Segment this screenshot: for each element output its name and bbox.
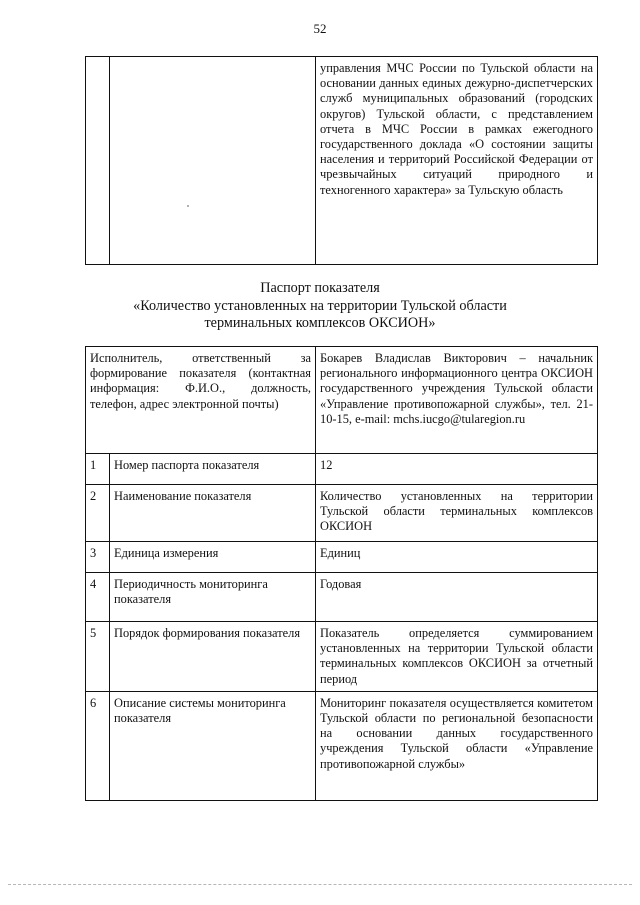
table-row [86,542,598,573]
row-number: 1 [86,454,110,485]
row-value: Количество установленных на территории Тульской области терминальных комплексов ОКСИОН [316,485,598,542]
row-label: Описание системы мониторинга показателя [110,691,316,800]
row-number: 3 [86,542,110,573]
continuation-table [85,56,598,265]
row-number: 6 [86,691,110,800]
title-line: Паспорт показателя [260,280,380,296]
row-value: Мониторинг показателя осуществляется комитетом Тульской области по региональной безопасности на основании данных государственного учреждения Тульской области «Управление противопожарной службы» [316,691,598,800]
executor-label: Исполнитель, ответственный за формирование показателя (контактная информация: Ф.И.О., должность, телефон, адрес электронной почты) [86,347,316,454]
page-number: 52 [313,21,327,36]
scan-speck [187,205,189,207]
passport-title [40,280,600,333]
row-label: Номер паспорта показателя [110,454,316,485]
table-row [86,57,598,265]
row-label: Единица измерения [110,542,316,573]
table-row [86,691,598,800]
table-row [86,454,598,485]
title-line: терминальных комплексов ОКСИОН» [204,315,436,331]
row-number: 4 [86,573,110,622]
empty-cell [110,57,316,265]
row-number: 2 [86,485,110,542]
row-label: Наименование показателя [110,485,316,542]
row-value: Годовая [316,573,598,622]
row-label: Периодичность мониторинга показателя [110,573,316,622]
executor-value: Бокарев Владислав Викторович – начальник регионального информационного центра ОКСИОН государственного учреждения Тульской области «Управление противопожарной службы», тел. 21-10-15, e-mail: mchs.iucgo@tularegion.ru [316,347,598,454]
table-row [86,573,598,622]
row-number: 5 [86,622,110,692]
row-value: Единиц [316,542,598,573]
row-value: Показатель определяется суммированием установленных на территории Тульской области терминальных комплексов ОКСИОН за отчетный период [316,622,598,692]
scan-edge-artifact [8,884,632,889]
title-line: «Количество установленных на территории Тульской области [133,297,507,314]
empty-cell [86,57,110,265]
table-row [86,485,598,542]
row-label: Порядок формирования показателя [110,622,316,692]
passport-table [85,346,598,801]
table-row [86,347,598,454]
row-value: 12 [316,454,598,485]
continuation-text: управления МЧС России по Тульской области на основании данных единых дежурно-диспетчерских служб муниципальных образований (городских округов) Тульской области, с представлением отчета в МЧС России в рамках ежегодного государственного доклада «О состоянии защиты населения и территорий Российской Федерации от чрезвычайных ситуаций природного и техногенного характера» за Тульскую область [316,57,598,265]
table-row [86,622,598,692]
